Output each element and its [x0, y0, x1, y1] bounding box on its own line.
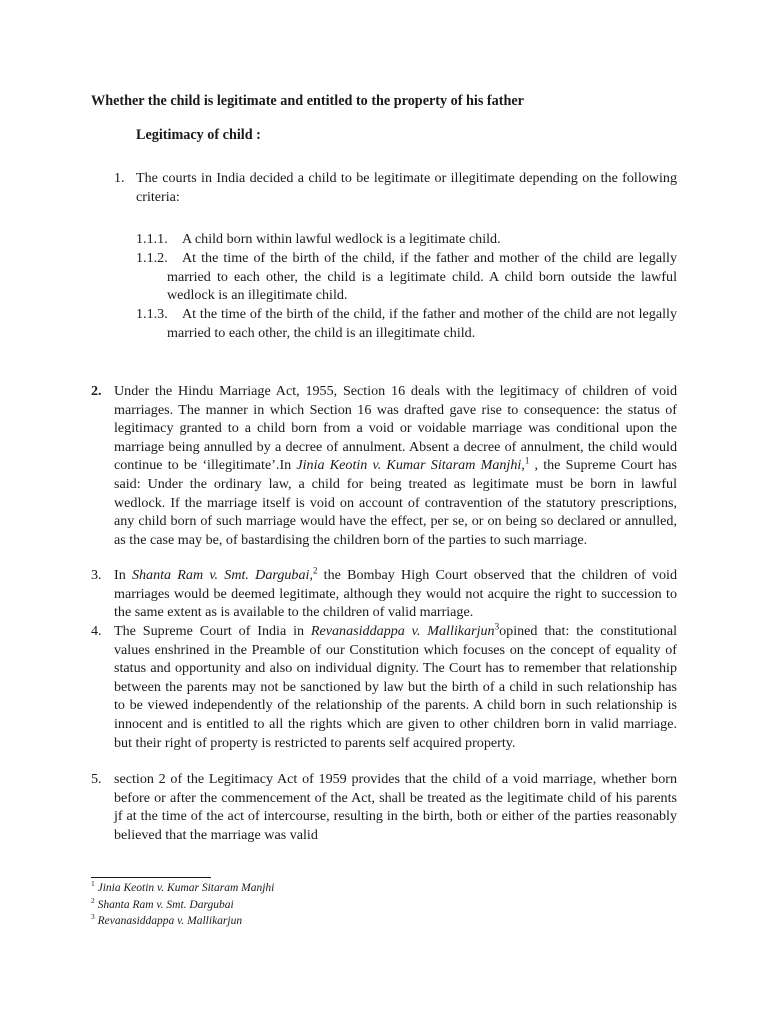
- point-3-case-name: Shanta Ram v. Smt. Dargubai,: [131, 567, 313, 583]
- point-4-text-b: opined that: the constitutional values enshrined in the Preamble of our Constitution which focuses on the concept of equality of status and opportunity and also on individual dignity. The Court has to remember that relationship between the parents may not be sanctioned by law but the birth of a child in such relationship has to be viewed independently of the relationship of the parents. A child born in such relationship is innocent and is entitled to all the rights which are given to other children born in valid marriage. but their right of property is restricted to parents self acquired property.: [114, 623, 678, 751]
- footnote-ref-2[interactable]: 2: [312, 565, 318, 576]
- point-3-text-a: In: [114, 567, 132, 583]
- point-4-text: [114, 622, 677, 752]
- subitem-3-text: At the time of the birth of the child, if the father and mother of the child are not legally married to each other, the child is an illegitimate child.: [167, 306, 677, 341]
- footnote-1: [91, 879, 275, 894]
- point-3-text-b: the Bombay High Court observed that the children of void marriages would be deemed legitimate, although they would not acquire the right to succession to the same extent as is available to the children of valid marriage.: [114, 567, 677, 621]
- point-4-number: 4.: [91, 623, 102, 639]
- footnote-3: [91, 912, 243, 927]
- point-5-text: section 2 of the Legitimacy Act of 1959 provides that the child of a void marriage, whether born before or after the commencement of the Act, shall be treated as the legitimate child of his parents jf at the time of the act of intercourse, resulting in the birth, both or either of the parties reasonably believed that the marriage was valid: [114, 771, 677, 843]
- section-subheading: Legitimacy of child :: [136, 127, 261, 143]
- point-4-text-a: The Supreme Court of India in: [114, 623, 311, 639]
- footnote-2-number: 2: [91, 896, 95, 906]
- footnote-divider: [91, 877, 211, 878]
- point-4-case-name: Revanasiddappa v. Mallikarjun: [310, 623, 495, 639]
- footnote-ref-3[interactable]: 3: [494, 621, 500, 632]
- point-2-text-a: Under the Hindu Marriage Act, 1955, Section 16 deals with the legitimacy of children of void marriages. The manner in which Section 16 was drafted gave rise to consequence: the status of legitimacy granted to a child born from a void or voidable marriage was conditional upon the marriage being annulled by a decree of annulment. Absent a decree of annulment, the child would continue to be ‘illegitimate’.In: [114, 383, 677, 474]
- document-heading: Whether the child is legitimate and entitled to the property of his father: [91, 93, 524, 109]
- subitem-3-number: 1.1.3.: [136, 306, 168, 322]
- point-1-text: The courts in India decided a child to be legitimate or illegitimate depending on the following criteria:: [136, 170, 677, 205]
- point-3-number: 3.: [91, 567, 102, 583]
- subitem-1-text: A child born within lawful wedlock is a legitimate child.: [182, 231, 501, 247]
- point-5-number: 5.: [91, 771, 102, 787]
- footnote-3-number: 3: [91, 912, 95, 922]
- point-1-number: 1.: [114, 170, 125, 186]
- footnote-2-text: Shanta Ram v. Smt. Dargubai: [97, 899, 234, 911]
- footnote-3-text: Revanasiddappa v. Mallikarjun: [97, 915, 243, 927]
- footnote-ref-1[interactable]: 1: [524, 455, 530, 466]
- subitem-2-number: 1.1.2.: [136, 250, 168, 266]
- point-2-case-name: Jinia Keotin v. Kumar Sitaram Manjhi,: [296, 457, 525, 474]
- footnote-1-text: Jinia Keotin v. Kumar Sitaram Manjhi: [97, 882, 275, 894]
- subitem-2-text: At the time of the birth of the child, if the father and mother of the child are legally married to each other, the child is a legitimate child. A child born outside the lawful wedlock is an illegitimate child.: [167, 250, 677, 304]
- footnote-2: [91, 896, 234, 911]
- point-2-text: [114, 382, 677, 549]
- footnote-1-number: 1: [91, 879, 95, 889]
- point-2-number: 2.: [91, 383, 102, 399]
- point-2-text-b: , the Supreme Court has said: Under the ordinary law, a child for being treated as legitimate must be born in lawful wedlock. If the marriage itself is void on account of contravention of the statutory prescriptions, any child born of such marriage would have the effect, per se, or on being so declared or annulled, as the case may be, of bastardising the children born of the parties to such marriage.: [114, 457, 677, 548]
- point-3-text: [114, 566, 677, 622]
- subitem-1-number: 1.1.1.: [136, 231, 168, 247]
